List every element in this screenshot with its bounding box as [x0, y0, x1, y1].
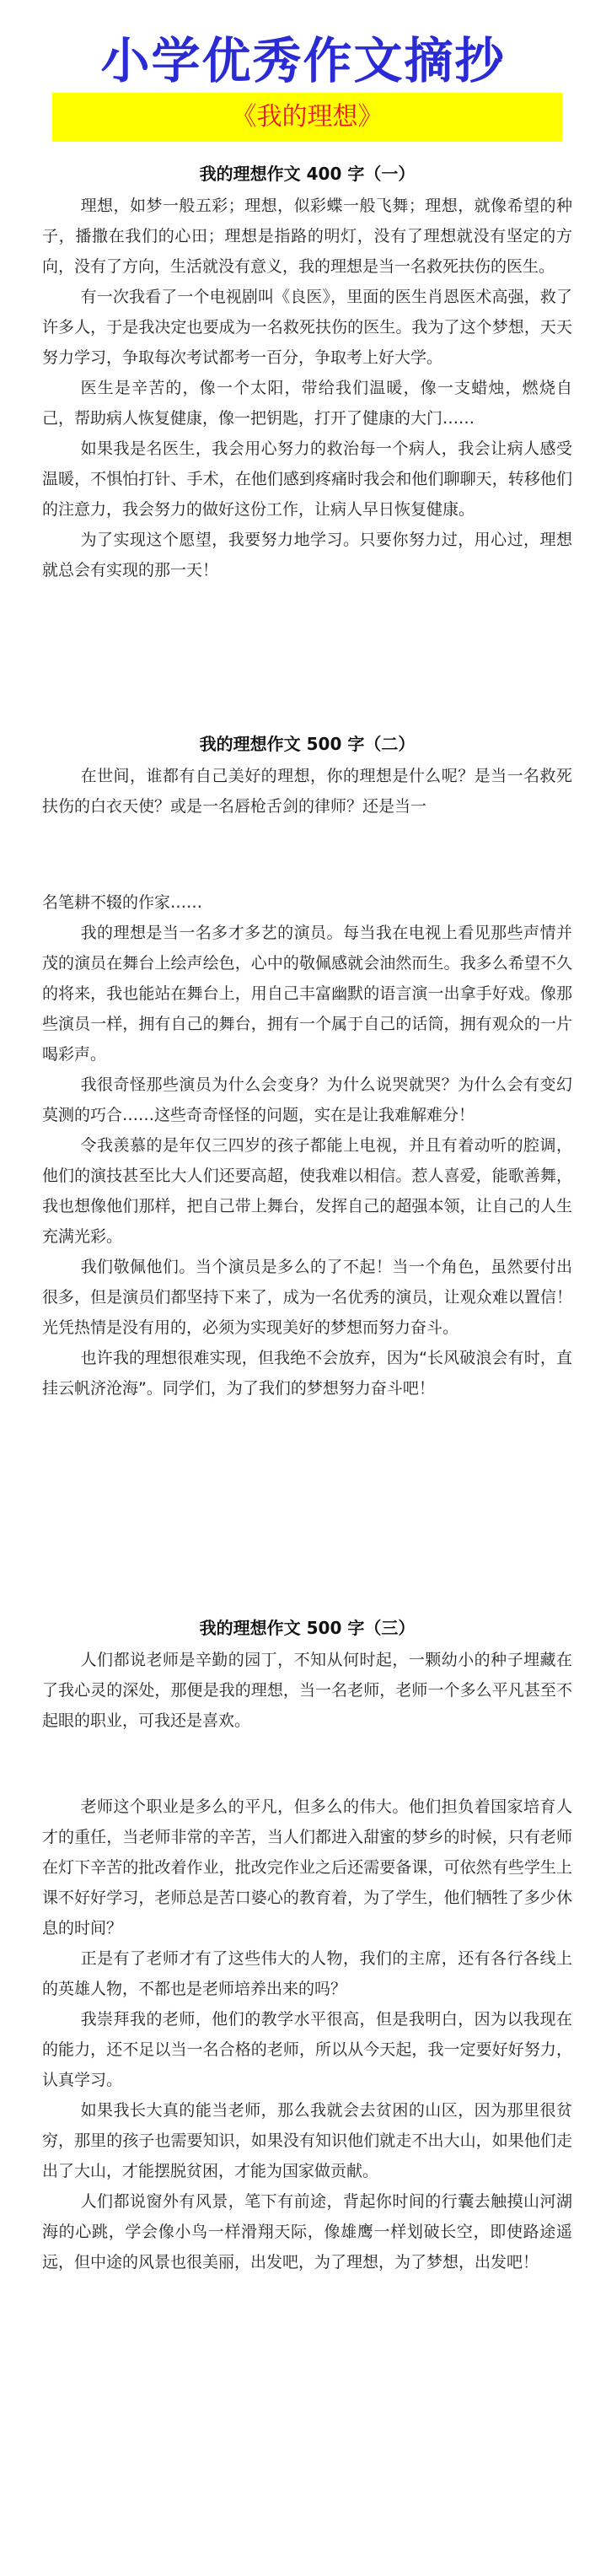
essay-2-continued: [42, 887, 572, 1404]
essay-paragraph: 老师这个职业是多么的平凡，但多么的伟大。他们担负着国家培育人才的重任，当老师非常的辛苦，当人们都进入甜蜜的梦乡的时候，只有老师在灯下辛苦的批改着作业，批改完作业之后还需要备课，可依然有些学生上课不好好学习，老师总是苦口婆心的教育着，为了学生，他们牺牲了多少休息的时间？: [42, 1797, 572, 1937]
essay-paragraph: 有一次我看了一个电视剧叫《良医》，里面的医生肖恩医术高强，救了许多人，于是我决定也要成为一名救死扶伤的医生。我为了这个梦想，天天努力学习，争取每次考试都考一百分，争取考上好大学。: [42, 288, 572, 367]
essay-paragraph: 名笔耕不辍的作家……: [42, 893, 203, 912]
essay-paragraph: 在世间，谁都有自己美好的理想，你的理想是什么呢？是当一名救死扶伤的白衣天使？或是一名唇枪舌剑的律师？还是当一: [42, 767, 572, 816]
essay-title: 我的理想作文 500 字（二）: [199, 734, 416, 754]
essay-paragraph: 如果我长大真的能当老师，那么我就会去贫困的山区，因为那里很贫穷，那里的孩子也需要知识，如果没有知识他们就走不出大山，如果他们走出了大山，才能摆脱贫困，才能为国家做贡献。: [42, 2101, 572, 2180]
essay-paragraph: 人们都说窗外有风景，笔下有前途，背起你时间的行囊去触摸山河湖海的心跳，学会像小鸟一样滑翔天际，像雄鹰一样划破长空，即使路途遥远，但中途的风景也很美丽，出发吧，为了理想，为了梦想，出发吧！: [42, 2192, 572, 2272]
essay-paragraph: 正是有了老师才有了这些伟大的人物，我们的主席，还有各行各线上的英雄人物，不都也是老师培养出来的吗？: [42, 1949, 572, 1998]
essay-paragraph: 医生是辛苦的，像一个太阳，带给我们温暖，像一支蜡烛，燃烧自己，帮助病人恢复健康，像一把钥匙，打开了健康的大门……: [42, 379, 572, 428]
essay-paragraph: 我很奇怪那些演员为什么会变身？为什么说哭就哭？为什么会有变幻莫测的巧合……这些奇奇怪怪的问题，实在是让我难解难分！: [42, 1075, 572, 1124]
main-title: 小学优秀作文摘抄: [100, 32, 506, 89]
essay-3: [42, 1611, 572, 1736]
essay-3-continued: [42, 1792, 572, 2277]
essay-paragraph: 如果我是名医生，我会用心努力的救治每一个病人，我会让病人感受温暖，不惧怕打针、手术，在他们感到疼痛时我会和他们聊聊天，转移他们的注意力，我会努力的做好这份工作，让病人早日恢复健康。: [42, 439, 572, 519]
essay-1: [42, 157, 572, 585]
essay-paragraph: 我的理想是当一名多才多艺的演员。每当我在电视上看见那些声情并茂的演员在舞台上绘声绘色，心中的敬佩感就会油然而生。我多么希望不久的将来，我也能站在舞台上，用自己丰富幽默的语言演一出拿手好戏。像那些演员一样，拥有自己的舞台，拥有一个属于自己的话筒，拥有观众的一片喝彩声。: [42, 924, 572, 1064]
subtitle-banner: [52, 93, 562, 142]
essay-title: 我的理想作文 500 字（三）: [199, 1618, 416, 1638]
essay-paragraph: 人们都说老师是辛勤的园丁，不知从何时起，一颗幼小的种子埋藏在了我心灵的深处，那便是我的理想，当一名老师，老师一个多么平凡甚至不起眼的职业，可我还是喜欢。: [42, 1651, 572, 1730]
essay-paragraph: 我崇拜我的老师，他们的教学水平很高，但是我明白，因为以我现在的能力，还不足以当一名合格的老师，所以从今天起，我一定要好好努力，认真学习。: [42, 2010, 572, 2089]
essay-paragraph: 令我羡慕的是年仅三四岁的孩子都能上电视，并且有着动听的腔调，他们的演技甚至比大人们还要高超，使我难以相信。惹人喜爱，能歌善舞，我也想像他们那样，把自己带上舞台，发挥自己的超强本领，让自己的人生充满光彩。: [42, 1136, 572, 1246]
essay-paragraph: 我们敬佩他们。当个演员是多么的了不起！当一个角色，虽然要付出很多，但是演员们都坚持下来了，成为一名优秀的演员，让观众难以置信！光凭热情是没有用的，必须为实现美好的梦想而努力奋斗。: [42, 1258, 572, 1337]
essay-paragraph: 也许我的理想很难实现，但我绝不会放弃，因为“长风破浪会有时，直挂云帆济沧海”。同学们，为了我们的梦想努力奋斗吧！: [42, 1349, 572, 1398]
essay-paragraph: 理想，如梦一般五彩；理想，似彩蝶一般飞舞；理想，就像希望的种子，播撒在我们的心田；理想是指路的明灯，没有了理想就没有坚定的方向，没有了方向，生活就没有意义，我的理想是当一名救死扶伤的医生。: [42, 197, 572, 276]
essay-paragraph: 为了实现这个愿望，我要努力地学习。只要你努力过，用心过，理想就总会有实现的那一天！: [42, 531, 572, 579]
subtitle: 《我的理想》: [231, 102, 383, 132]
essay-title: 我的理想作文 400 字（一）: [199, 164, 416, 184]
essay-2: [42, 727, 572, 822]
